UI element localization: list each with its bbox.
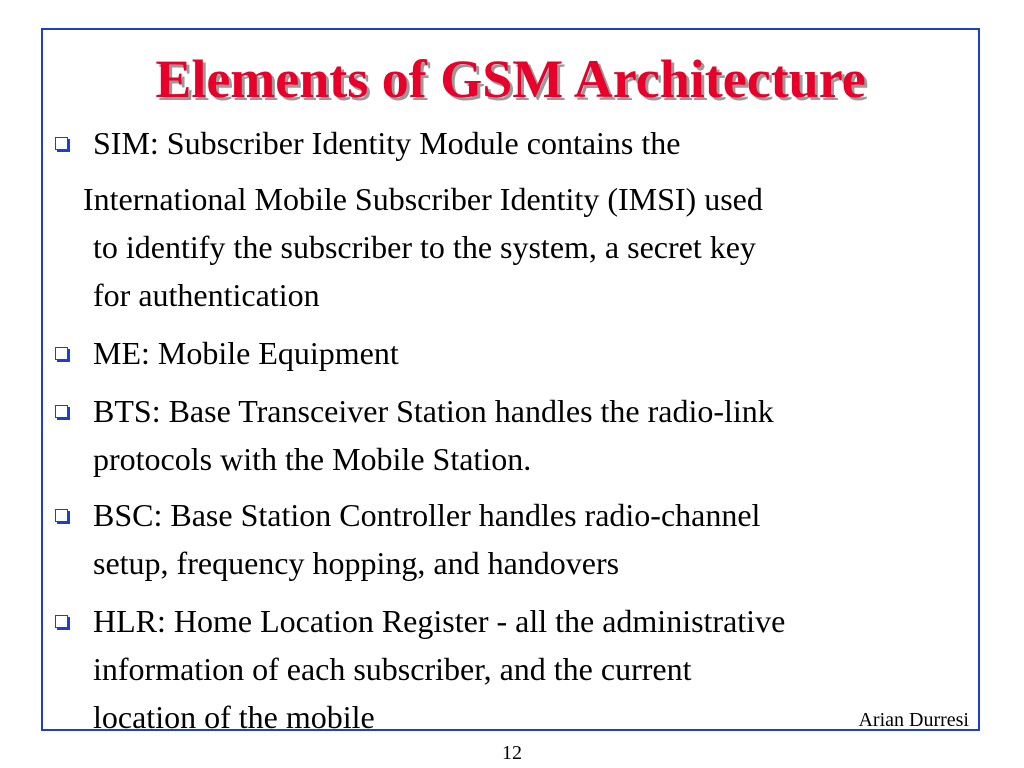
bullet-text: protocols with the Mobile Station.: [93, 441, 532, 477]
slide-title: Elements of GSM Architecture: [155, 49, 866, 109]
bullet-text: location of the mobile: [93, 699, 375, 735]
bullet-text: International Mobile Subscriber Identity (IMSI) used: [83, 181, 763, 217]
bullet-text: HLR: Home Location Register - all the administrative: [93, 603, 786, 639]
bullet-text: for authentication: [93, 277, 320, 313]
bullet-text: information of each subscriber, and the current: [93, 651, 692, 687]
bullet-text: SIM: Subscriber Identity Module contains the: [93, 125, 681, 161]
square-bullet-icon: [55, 347, 68, 360]
square-bullet-icon: [55, 405, 68, 418]
bullet-text: BSC: Base Station Controller handles radio-channel: [93, 497, 761, 533]
square-bullet-icon: [55, 137, 68, 150]
square-bullet-icon: [55, 615, 68, 628]
author-name: Arian Durresi: [858, 709, 969, 731]
bullet-text: ME: Mobile Equipment: [93, 335, 399, 371]
bullet-text: to identify the subscriber to the system, a secret key: [93, 229, 756, 265]
bullet-text: BTS: Base Transceiver Station handles the radio-link: [93, 393, 774, 429]
bullet-text: setup, frequency hopping, and handovers: [93, 545, 620, 581]
page-number: 12: [502, 742, 522, 764]
square-bullet-icon: [55, 509, 68, 522]
